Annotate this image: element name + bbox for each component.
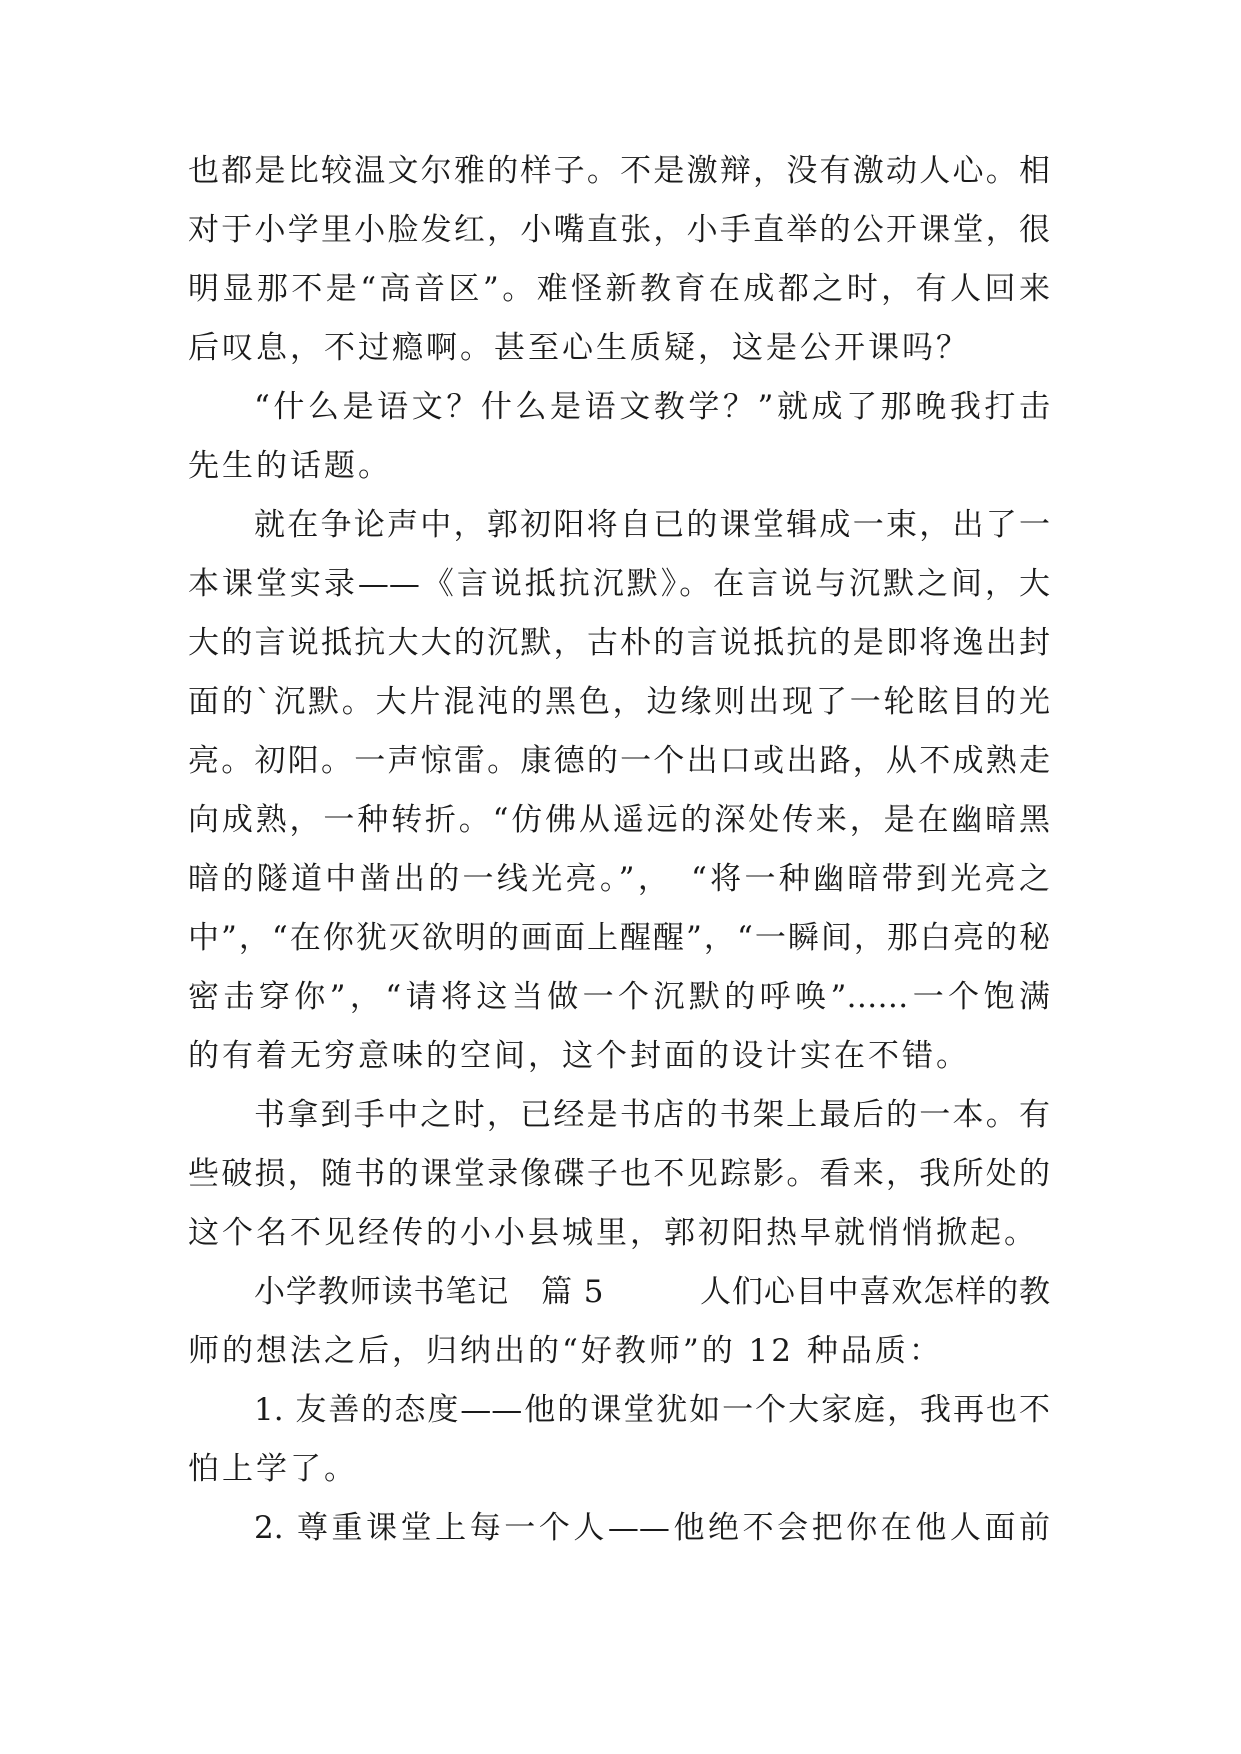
text-line: 后叹息，不过瘾啊。甚至心生质疑，这是公开课吗？ bbox=[188, 330, 970, 366]
list-item-2: 2. 尊重课堂上每一个人——他绝不会把你在他人面前 bbox=[254, 1510, 1050, 1546]
section-heading-line: 小学教师读书笔记 篇 5 人们心目中喜欢怎样的教 bbox=[254, 1274, 1050, 1310]
text-line: 对于小学里小脸发红，小嘴直张，小手直举的公开课堂，很 bbox=[188, 212, 1050, 248]
text-line: 暗的隧道中凿出的一线光亮。”， “将一种幽暗带到光亮之 bbox=[188, 861, 1050, 897]
text-line: 怕上学了。 bbox=[188, 1451, 358, 1487]
text-line: 密击穿你”，“请将这当做一个沉默的呼唤”……一个饱满 bbox=[188, 979, 1050, 1015]
text-line: 先生的话题。 bbox=[188, 448, 392, 484]
paragraph-first-line: “什么是语文？什么是语文教学？”就成了那晚我打击 bbox=[254, 389, 1050, 425]
text-line: 向成熟，一种转折。“仿佛从遥远的深处传来，是在幽暗黑 bbox=[188, 802, 1050, 838]
list-item-1: 1. 友善的态度——他的课堂犹如一个大家庭，我再也不 bbox=[254, 1392, 1050, 1428]
text-line: 的有着无穷意味的空间，这个封面的设计实在不错。 bbox=[188, 1038, 970, 1074]
text-line: 师的想法之后，归纳出的“好教师”的 12 种品质： bbox=[188, 1333, 943, 1369]
text-line: 大的言说抵抗大大的沉默，古朴的言说抵抗的是即将逸出封 bbox=[188, 625, 1050, 661]
text-line: 也都是比较温文尔雅的样子。不是激辩，没有激动人心。相 bbox=[188, 153, 1050, 189]
text-line: 中”，“在你犹灭欲明的画面上醒醒”，“一瞬间，那白亮的秘 bbox=[188, 920, 1050, 956]
text-line: 亮。初阳。一声惊雷。康德的一个出口或出路，从不成熟走 bbox=[188, 743, 1050, 779]
text-line: 面的`沉默。大片混沌的黑色，边缘则出现了一轮眩目的光 bbox=[188, 684, 1050, 720]
text-line: 些破损，随书的课堂录像碟子也不见踪影。看来，我所处的 bbox=[188, 1156, 1050, 1192]
paragraph-first-line: 书拿到手中之时，已经是书店的书架上最后的一本。有 bbox=[254, 1097, 1050, 1133]
text-line: 这个名不见经传的小小县城里，郭初阳热早就悄悄掀起。 bbox=[188, 1215, 1038, 1251]
text-line: 明显那不是“高音区”。难怪新教育在成都之时，有人回来 bbox=[188, 271, 1050, 307]
text-line: 本课堂实录——《言说抵抗沉默》。在言说与沉默之间，大 bbox=[188, 566, 1050, 602]
paragraph-first-line: 就在争论声中，郭初阳将自已的课堂辑成一束，出了一 bbox=[254, 507, 1050, 543]
